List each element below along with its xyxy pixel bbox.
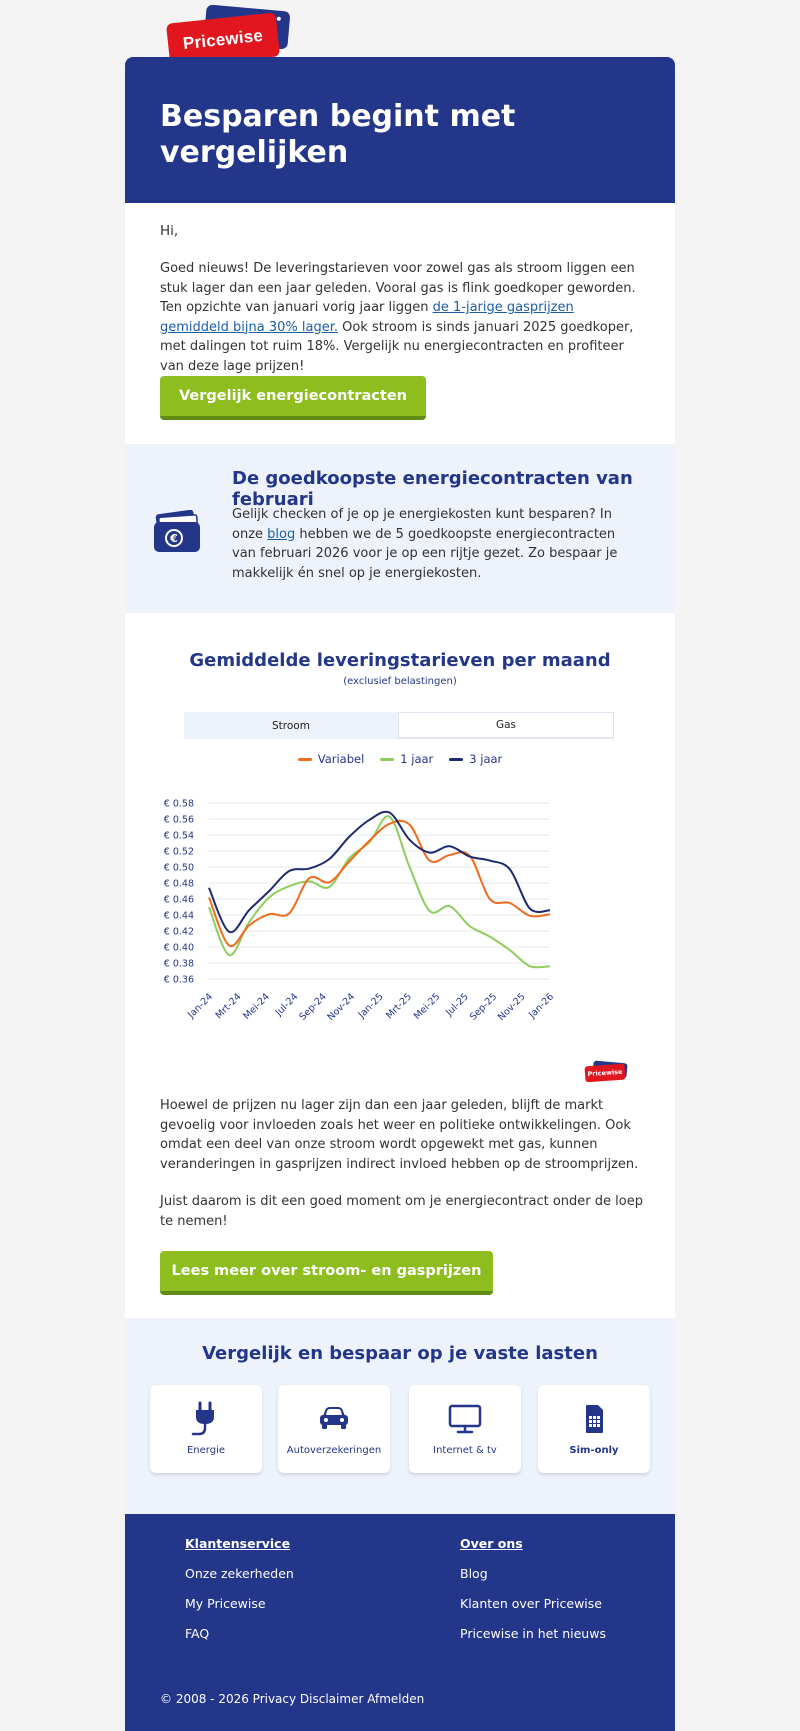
card-label: Internet & tv [433, 1445, 497, 1456]
gas-price-line-chart [125, 773, 675, 1053]
x-tick-label: Mrt-24 [213, 991, 244, 1022]
chart-subtitle: (exclusief belastingen) [343, 676, 457, 687]
x-tick-label: Nov-25 [496, 991, 528, 1024]
footer-link-faq[interactable]: FAQ [185, 1626, 210, 1641]
logo-text: Pricewise [182, 25, 264, 54]
card-label: Sim-only [569, 1445, 619, 1456]
chart-section [125, 613, 675, 1318]
intro-paragraph [160, 259, 645, 376]
y-tick-label: € 0.42 [163, 926, 194, 938]
compare-section [125, 1318, 675, 1514]
card-energie[interactable] [150, 1385, 262, 1473]
article-paragraph-1: Hoewel de prijzen nu lager zijn dan een jaar geleden, blijft de markt gevoelig voor invloeden zoals het weer en politieke ontwikkelingen. Ook omdat een deel van onze stroom wordt opgewekt met gas, kunnen veranderingen in gasprijzen indirect invloed hebben op de stroomprijzen. [160, 1098, 639, 1172]
y-tick-label: € 0.50 [163, 862, 194, 874]
card-label: Energie [186, 1445, 226, 1456]
compare-title: Vergelijk en bespaar op je vaste lasten [202, 1343, 598, 1364]
x-tick-label: Jan-26 [527, 991, 557, 1021]
card-label: Autoverzekeringen [286, 1445, 382, 1456]
x-tick-label: Mrt-25 [384, 991, 415, 1022]
card-autoverzekeringen[interactable] [278, 1385, 390, 1473]
tab-stroom[interactable]: Stroom [184, 712, 398, 739]
footer [125, 1514, 675, 1731]
footer-heading-klantenservice[interactable]: Klantenservice [185, 1536, 291, 1551]
y-tick-label: € 0.36 [163, 974, 194, 986]
x-tick-label: Nov-24 [325, 991, 358, 1024]
y-tick-label: € 0.38 [163, 958, 194, 970]
legend-swatch [380, 758, 394, 761]
mini-logo-text: Pricewise [587, 1067, 623, 1079]
legend-item-1-jaar[interactable] [380, 752, 433, 766]
footer-heading-over-ons[interactable]: Over ons [460, 1536, 523, 1551]
legend-label: 1 jaar [400, 752, 434, 766]
footer-link-zekerheden[interactable]: Onze zekerheden [185, 1566, 294, 1581]
article-paragraph-2: Juist daarom is dit een goed moment om je energiecontract onder de loep te nemen! [160, 1194, 643, 1229]
x-tick-label: Jul-25 [444, 991, 471, 1019]
mini-logo-front [584, 1064, 625, 1083]
greeting: Hi, [160, 223, 179, 239]
y-tick-label: € 0.58 [163, 798, 194, 810]
card-sim-only[interactable] [538, 1385, 650, 1473]
promo-text-start: Gelijk checken of je op je energiekosten kunt besparen? In onze [232, 507, 612, 542]
tab-gas[interactable]: Gas [398, 712, 614, 739]
car-icon [278, 1401, 390, 1437]
gas-prices-link[interactable]: de 1-jarige gasprijzen gemiddeld bijna 30% lager. [160, 300, 574, 335]
hero-banner [125, 57, 675, 203]
svg-text:€: € [170, 532, 178, 545]
promo-section [125, 444, 675, 613]
hero-title: Besparen begint met vergelijken [160, 99, 516, 170]
legend-label: Variabel [317, 752, 365, 766]
promo-text [232, 505, 642, 583]
wallet-euro-icon [153, 510, 201, 554]
x-tick-label: Jul-24 [273, 991, 301, 1019]
x-tick-label: Mei-25 [411, 991, 443, 1022]
x-tick-label: Jan-25 [356, 991, 386, 1021]
y-tick-label: € 0.56 [163, 814, 194, 826]
chart-title: Gemiddelde leveringstarieven per maand [189, 650, 611, 671]
footer-link-my-pricewise[interactable]: My Pricewise [185, 1596, 266, 1611]
legend-swatch [298, 758, 312, 761]
y-tick-label: € 0.44 [163, 910, 194, 922]
sim-card-icon [538, 1401, 650, 1437]
y-tick-label: € 0.40 [163, 942, 194, 954]
series-line-1-jaar [209, 816, 550, 967]
monitor-icon [409, 1401, 521, 1437]
read-more-prices-button[interactable]: Lees meer over stroom- en gasprijzen [160, 1251, 493, 1295]
legend-label: 3 jaar [469, 752, 503, 766]
copyright-line: © 2008 - 2026 Privacy Disclaimer Afmelden [160, 1692, 425, 1706]
chart-tabs [184, 712, 614, 739]
footer-link-nieuws[interactable]: Pricewise in het nieuws [460, 1626, 606, 1641]
y-tick-label: € 0.48 [163, 878, 194, 890]
y-tick-label: € 0.54 [163, 830, 194, 842]
intro-section [125, 203, 675, 444]
y-tick-label: € 0.46 [163, 894, 194, 906]
legend-item-3-jaar[interactable] [449, 752, 502, 766]
chart-watermark-logo [585, 1061, 629, 1083]
x-tick-label: Mei-24 [241, 991, 272, 1022]
chart-legend [125, 752, 675, 766]
blog-link[interactable]: blog [267, 526, 296, 542]
card-internet-tv[interactable] [409, 1385, 521, 1473]
x-tick-label: Jan-24 [186, 991, 216, 1021]
compare-energy-button[interactable]: Vergelijk energiecontracten [160, 376, 426, 420]
legend-swatch [449, 758, 463, 761]
legend-item-variabel[interactable] [298, 752, 365, 766]
intro-text-end: Ook stroom is sinds januari 2025 goedkoper, met dalingen tot ruim 18%. Vergelijk nu energiecontracten en profiteer van deze lage prijzen! [160, 319, 634, 374]
plug-icon [150, 1401, 262, 1437]
promo-text-end: hebben we de 5 goedkoopste energiecontracten van februari 2026 voor je op een rijtje gezet. Zo bespaar je makkelijk én snel op je energiekosten. [232, 526, 618, 581]
footer-link-klanten[interactable]: Klanten over Pricewise [460, 1596, 602, 1611]
footer-link-blog[interactable]: Blog [460, 1566, 488, 1581]
promo-title: De goedkoopste energiecontracten van februari [232, 468, 633, 510]
intro-text-start: Goed nieuws! De leveringstarieven voor zowel gas als stroom liggen een stuk lager dan een jaar geleden. Vooral gas is flink goedkoper geworden. Ten opzichte van januari vorig jaar liggen [160, 261, 636, 315]
y-tick-label: € 0.52 [163, 846, 194, 858]
x-tick-label: Sep-24 [297, 991, 329, 1023]
x-tick-label: Sep-25 [467, 991, 500, 1023]
